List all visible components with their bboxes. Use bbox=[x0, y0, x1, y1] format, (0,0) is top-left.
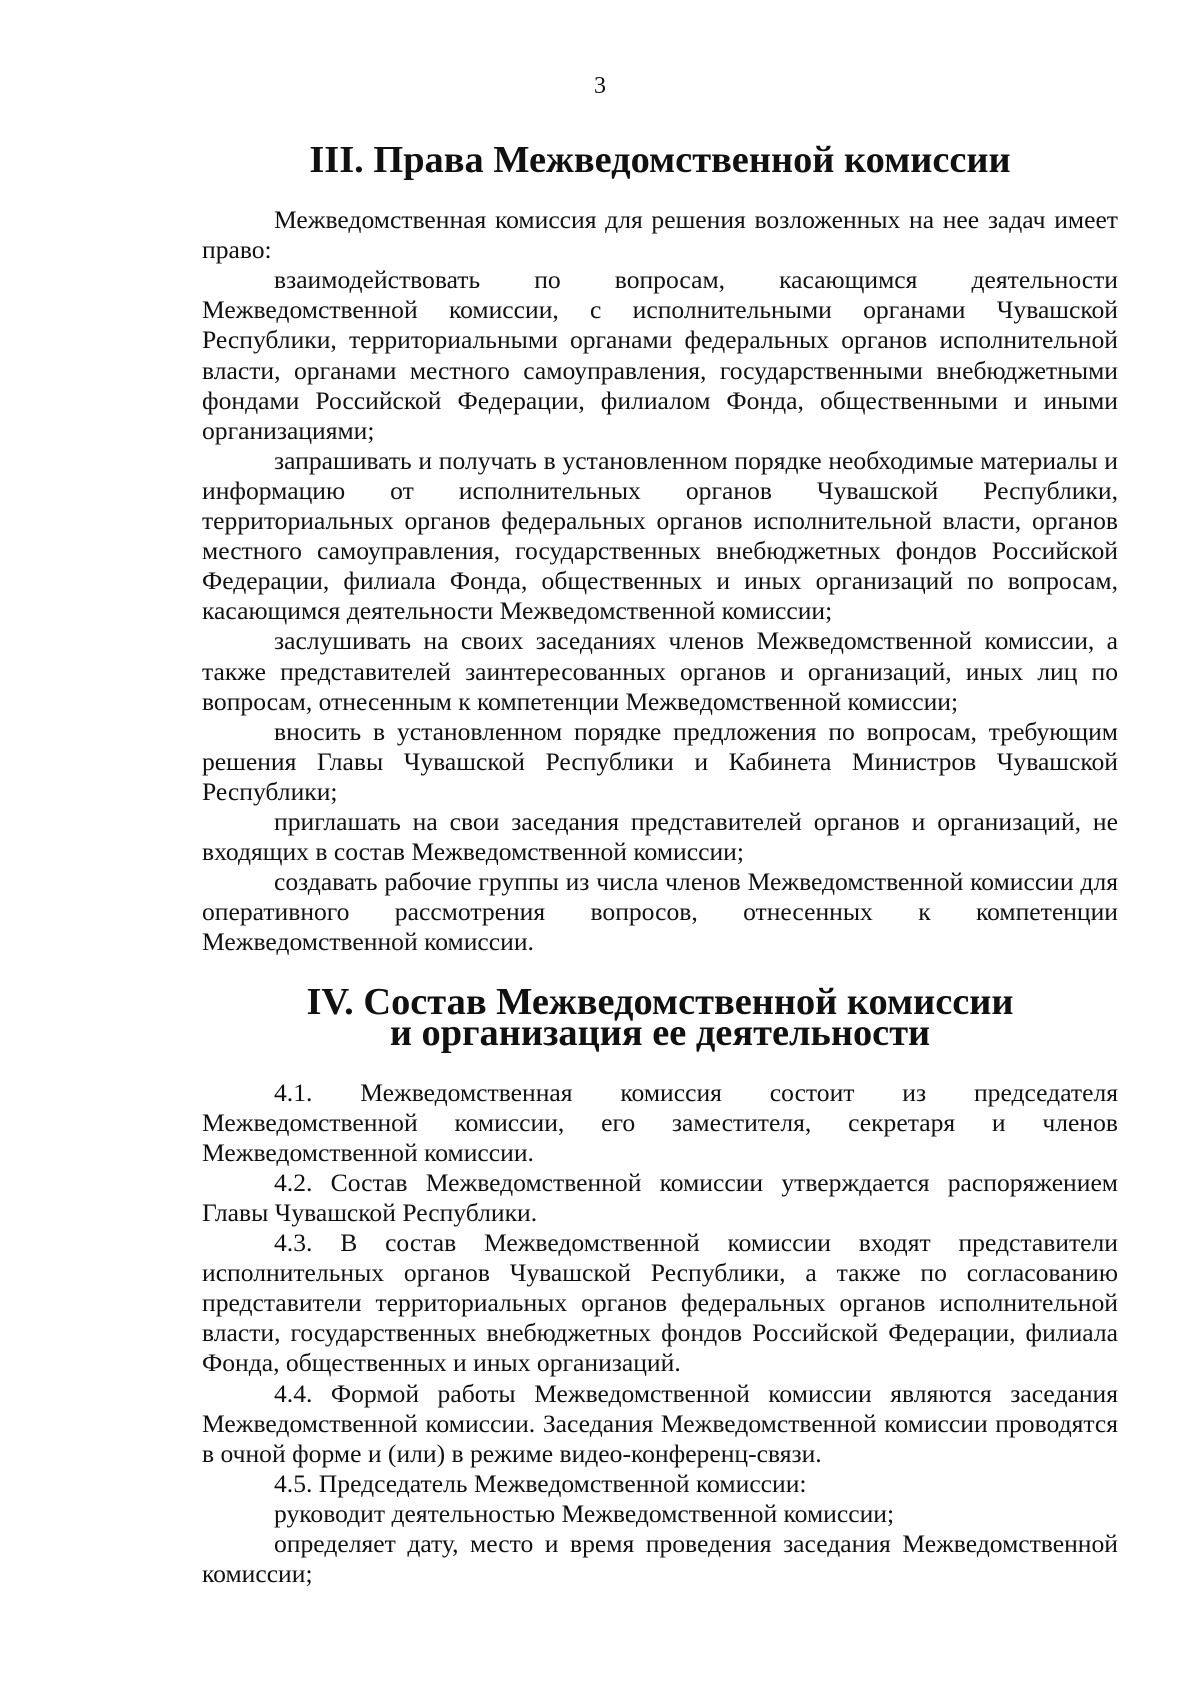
paragraph: заслушивать на своих заседаниях членов Межведомственной комиссии, а также представителей заинтересованных органов и организаций, иных лиц по вопросам, отнесенным к компетенции Межведомственной комиссии; bbox=[202, 626, 1118, 716]
paragraph: 4.1. Межведомственная комиссия состоит из председателя Межведомственной комиссии, его заместителя, секретаря и членов Межведомственной комиссии. bbox=[202, 1077, 1118, 1167]
paragraph: 4.5. Председатель Межведомственной комиссии: bbox=[274, 1468, 807, 1498]
paragraph: руководит деятельностью Межведомственной комиссии; bbox=[274, 1498, 895, 1528]
paragraph: 4.2. Состав Межведомственной комиссии утверждается распоряжением Главы Чувашской Республики. bbox=[202, 1167, 1118, 1227]
section-3-title: III. Права Межведомственной комиссии bbox=[309, 139, 1011, 181]
paragraph: приглашать на свои заседания представителей органов и организаций, не входящих в состав Межведомственной комиссии; bbox=[202, 806, 1118, 867]
paragraph: взаимодействовать по вопросам, касающимся деятельности Межведомственной комиссии, с исполнительными органами Чувашской Республики, территориальными органами федеральных органов исполнительной власти, органами местного самоуправления, государственными внебюджетными фондами Российской Федерации, филиалом Фонда, общественными и иными организациями; bbox=[202, 265, 1118, 445]
section-3-body bbox=[202, 205, 1118, 957]
paragraph: вносить в установленном порядке предложения по вопросам, требующим решения Главы Чувашской Республики и Кабинета Министров Чувашской Республики; bbox=[202, 716, 1118, 806]
section-3-heading bbox=[202, 139, 1118, 181]
section-4-title-line-1: IV. Состав Межведомственной комиссии bbox=[306, 981, 1014, 1024]
paragraph: 4.3. В состав Межведомственной комиссии входят представители исполнительных органов Чувашской Республики, а также по согласованию представители территориальных органов федеральных органов исполнительной власти, государственных внебюджетных фондов Российской Федерации, филиала Фонда, общественных и иных организаций. bbox=[202, 1228, 1118, 1378]
paragraph: Межведомственная комиссия для решения возложенных на нее задач имеет право: bbox=[202, 205, 1118, 265]
paragraph: 4.4. Формой работы Межведомственной комиссии являются заседания Межведомственной комиссии. Заседания Межведомственной комиссии проводятся в очной форме и (или) в режиме видео-конференц-связи. bbox=[202, 1378, 1118, 1468]
section-4-body bbox=[202, 1078, 1118, 1590]
section-4-heading bbox=[202, 981, 1118, 1054]
paragraph: запрашивать и получать в установленном порядке необходимые материалы и информацию от исполнительных органов Чувашской Республики, территориальных органов федеральных органов исполнительной власти, органов местного самоуправления, государственных внебюджетных фондов Российской Федерации, филиала Фонда, общественных и иных организаций по вопросам, касающимся деятельности Межведомственной комиссии; bbox=[202, 445, 1118, 626]
section-4-title-line-2: и организация ее деятельности bbox=[389, 1011, 931, 1054]
document-body bbox=[202, 139, 1118, 1589]
page-number: 3 bbox=[594, 73, 606, 99]
paragraph: создавать рабочие группы из числа членов Межведомственной комиссии для оперативного рассмотрения вопросов, отнесенных к компетенции Межведомственной комиссии. bbox=[202, 867, 1118, 957]
paragraph: определяет дату, место и время проведения заседания Межведомственной комиссии; bbox=[202, 1529, 1118, 1589]
